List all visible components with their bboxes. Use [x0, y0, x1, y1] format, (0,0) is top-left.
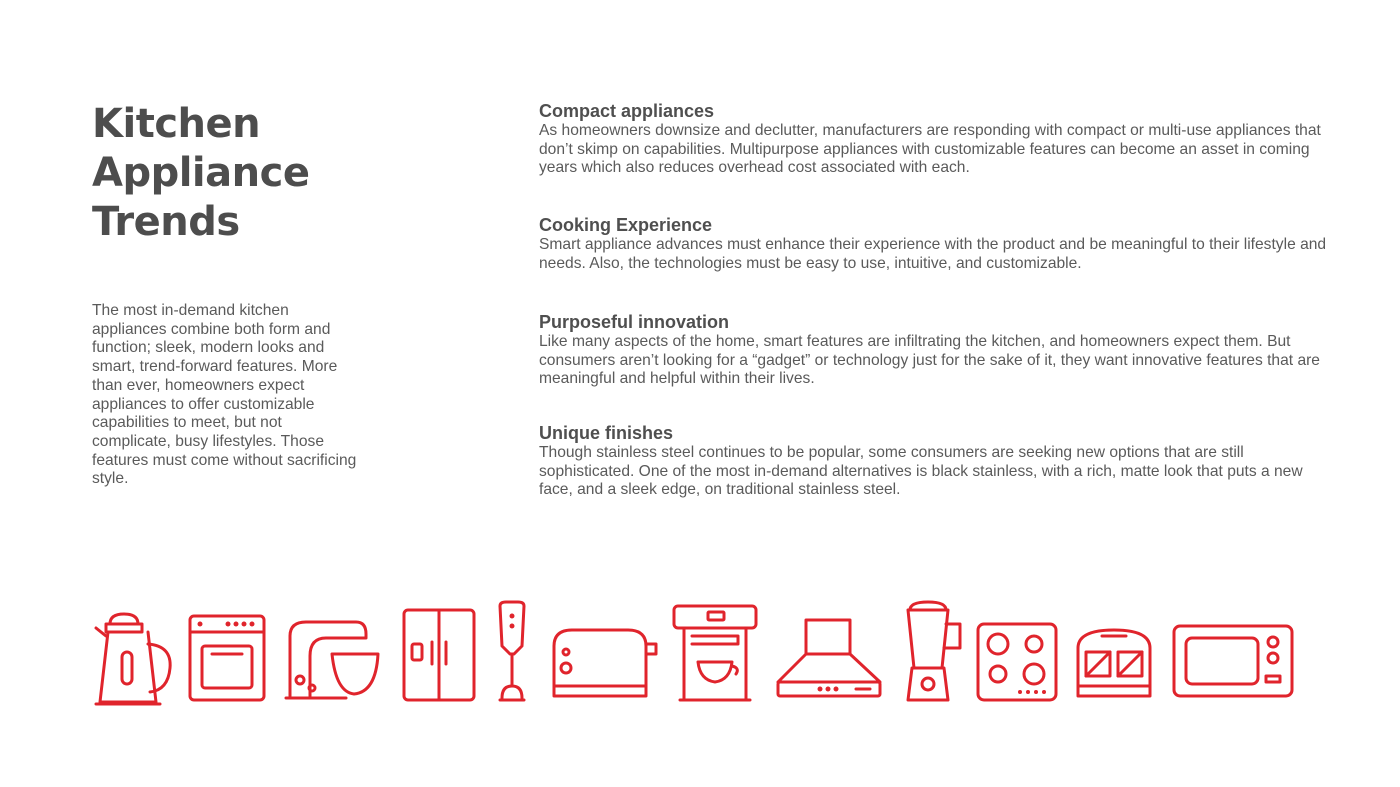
coffee-machine-icon [674, 606, 756, 700]
section-unique-finishes [539, 422, 1329, 500]
section-body: Like many aspects of the home, smart features are infiltrating the kitchen, and homeowners expect them. But consumers aren’t looking for a “gadget” or technology just for the sake of it, they want innovative features that are meaningful and helpful within their lives. [539, 333, 1320, 388]
page-title-line-3: Trends [92, 199, 240, 245]
section-body: Smart appliance advances must enhance their experience with the product and be meaningful to their lifestyle and needs. Also, the technologies must be easy to use, intuitive, and customizable. [539, 236, 1327, 272]
section-heading: Cooking Experience [539, 215, 713, 235]
range-hood-icon [778, 620, 880, 696]
appliance-icon-row [88, 596, 1308, 712]
toaster-icon [554, 630, 656, 696]
refrigerator-icon [404, 610, 474, 700]
page-title-line-1: Kitchen [92, 101, 261, 147]
sandwich-maker-icon [1078, 630, 1150, 696]
stand-mixer-icon [286, 622, 378, 698]
section-cooking-experience [539, 214, 1329, 273]
section-heading: Purposeful innovation [539, 312, 730, 332]
kettle-icon [96, 614, 170, 704]
microwave-icon [1174, 626, 1292, 696]
hand-blender-icon [500, 602, 524, 700]
section-heading: Unique finishes [539, 423, 674, 443]
section-compact-appliances [539, 100, 1329, 178]
section-body: Though stainless steel continues to be popular, some consumers are seeking new options that are still sophisticated. One of the most in-demand alternatives is black stainless, with a rich, matte look that puts a new face, and a sleek edge, on traditional stainless steel. [539, 444, 1303, 499]
section-heading: Compact appliances [539, 101, 715, 121]
blender-icon [908, 602, 960, 700]
oven-icon [190, 616, 264, 700]
page-title [92, 100, 432, 247]
page-title-line-2: Appliance [92, 150, 310, 196]
cooktop-icon [978, 624, 1056, 700]
section-body: As homeowners downsize and declutter, manufacturers are responding with compact or multi-use appliances that don’t skimp on capabilities. Multipurpose appliances with customizable features can become an asset in coming years which also reduces overhead cost associated with each. [539, 122, 1321, 177]
section-purposeful-innovation [539, 311, 1329, 389]
intro-paragraph: The most in-demand kitchen appliances combine both form and function; sleek, modern looks and smart, trend-forward features. More than ever, homeowners expect appliances to offer customizable capabilities to meet, but not complicate, busy lifestyles. Those features must come without sacrificing style. [92, 302, 357, 488]
